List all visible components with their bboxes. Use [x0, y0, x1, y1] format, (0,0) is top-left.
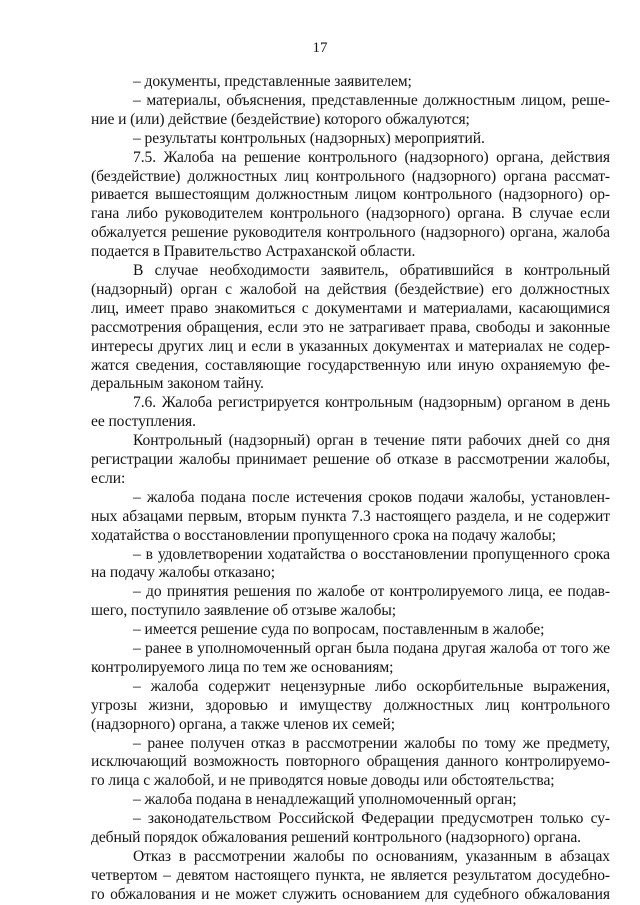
text-line: – ранее получен отказ в рассмотрении жалобы по тому же предмету,	[133, 734, 610, 752]
text-line: жатся сведения, составляющие государственную или иную охраняемую фе-	[91, 356, 610, 374]
text-line: контролируемого лица по тем же основаниям;	[91, 658, 394, 676]
text-line: деральным законом тайну.	[91, 375, 264, 393]
text-line: четвертом – девятом настоящего пункта, не является результатом досудебно-	[91, 866, 610, 884]
text-line: ее поступления.	[91, 413, 196, 431]
text-line: регистрации жалобы принимает решение об отказе в рассмотрении жалобы,	[91, 451, 610, 468]
text-line: Отказ в рассмотрении жалобы по основаниям, указанным в абзацах	[133, 847, 610, 865]
text-line: ривается вышестоящим должностным лицом контрольного (надзорного) ор-	[91, 186, 610, 204]
text-line: – законодательством Российской Федерации предусмотрен только су-	[133, 810, 610, 828]
text-line: ходатайства о восстановлении пропущенного срока на подачу жалобы;	[91, 526, 556, 544]
text-line: – до принятия решения по жалобе от контролируемого лица, ее подав-	[133, 583, 610, 601]
text-line: обжалуется решение руководителя контрольного (надзорного) органа, жалоба	[91, 224, 610, 242]
text-line: – жалоба содержит нецензурные либо оскорбительные выражения,	[133, 677, 610, 695]
page-number: 17	[312, 40, 328, 56]
text-line: дебный порядок обжалования решений контрольного (надзорного) органа.	[91, 829, 581, 846]
text-line: – в удовлетворении ходатайства о восстановлении пропущенного срока	[133, 545, 610, 563]
text-line: (бездействие) должностных лиц контрольного (надзорного) органа рассмат-	[91, 167, 610, 185]
text-line: Контрольный (надзорный) орган в течение пяти рабочих дней со дня	[133, 432, 610, 450]
text-line: подается в Правительство Астраханской области.	[91, 243, 416, 261]
text-line: – жалоба подана в ненадлежащий уполномоченный орган;	[133, 791, 517, 809]
text-line: го обжалования и не может служить основанием для судебного обжалования	[91, 885, 610, 903]
text-line: если:	[91, 469, 126, 487]
text-line: интересы других лиц и если в указанных документах и материалах не содер-	[91, 337, 610, 355]
text-line: гана либо руководителем контрольного (надзорного) органа. В случае если	[91, 205, 610, 223]
text-line: ние и (или) действие (бездействие) которого обжалуются;	[91, 110, 470, 128]
text-line: 7.5. Жалоба на решение контрольного (надзорного) органа, действия	[133, 148, 610, 166]
text-line: шего, поступило заявление об отзыве жалобы;	[91, 602, 396, 620]
text-line: лиц, имеет право знакомиться с документами и материалами, касающимися	[91, 299, 610, 317]
text-line: – документы, представленные заявителем;	[133, 73, 412, 90]
text-line: исключающий возможность повторного обращения данного контролируемо-	[91, 753, 610, 771]
text-line: – имеется решение суда по вопросам, поставленным в жалобе;	[133, 621, 545, 639]
text-line: на подачу жалобы отказано;	[91, 564, 275, 582]
text-line: угрозы жизни, здоровью и имуществу должностных лиц контрольного	[91, 696, 610, 714]
text-line: ных абзацами первым, вторым пункта 7.3 настоящего раздела, и не содержит	[91, 507, 610, 525]
text-line: рассмотрения обращения, если это не затрагивает права, свободы и законные	[91, 318, 610, 336]
text-line: – материалы, объяснения, представленные должностным лицом, реше-	[133, 91, 610, 109]
text-line: – результаты контрольных (надзорных) мероприятий.	[133, 129, 485, 147]
text-line: 7.6. Жалоба регистрируется контрольным (надзорным) органом в день	[133, 394, 610, 412]
text-line: – ранее в уполномоченный орган была подана другая жалоба от того же	[133, 640, 610, 657]
text-line: (надзорного) органа, а также членов их семей;	[91, 715, 395, 733]
text-line: (надзорный) орган с жалобой на действия (бездействие) его должностных	[91, 280, 610, 298]
text-line: – жалоба подана после истечения сроков подачи жалобы, установлен-	[133, 488, 610, 506]
text-line: го лица с жалобой, и не приводятся новые доводы или обстоятельства;	[91, 772, 555, 790]
text-line: В случае необходимости заявитель, обратившийся в контрольный	[133, 262, 610, 279]
